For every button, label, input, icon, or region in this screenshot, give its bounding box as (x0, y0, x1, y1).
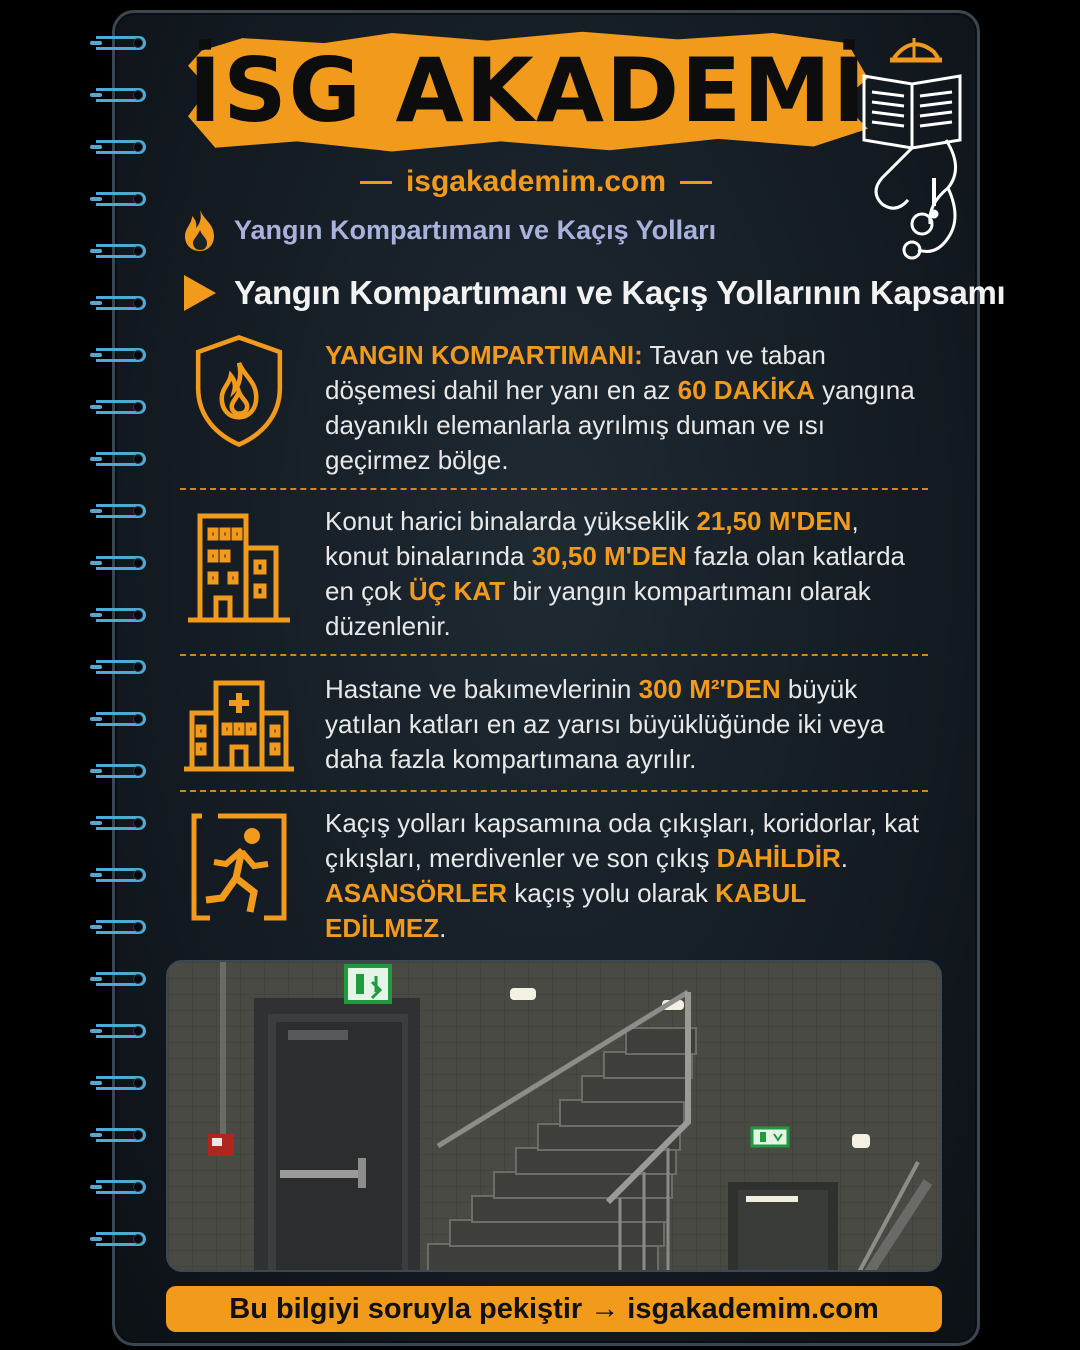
website-line (360, 162, 712, 202)
page-title: İSG AKADEMİ (188, 39, 868, 142)
binding-hole (133, 818, 143, 828)
binding-hole (133, 506, 143, 516)
play-triangle-icon (184, 275, 216, 311)
highlight-text: KABUL EDİLMEZ (325, 878, 806, 943)
body-text: Konut harici binalarda yükseklik (325, 506, 697, 536)
binding-hole (133, 610, 143, 620)
binding-hole (133, 194, 143, 204)
binding-hole (133, 142, 143, 152)
body-text: Kaçış yolları kapsamına oda çıkışları, koridorlar, kat çıkışları, merdivenler ve son çıkış (325, 808, 919, 873)
binding-hole (133, 1026, 143, 1036)
item-text (325, 338, 925, 478)
stairwell-photo (166, 960, 942, 1272)
body-text: bir yangın kompartımanı olarak düzenlenir. (325, 576, 871, 641)
stairwell-illustration (168, 962, 942, 1272)
binding-hole (133, 246, 143, 256)
topic-label: Yangın Kompartımanı ve Kaçış Yolları (234, 214, 717, 245)
body-text: kaçış yolu olarak (507, 878, 716, 908)
binding-hole (133, 1078, 143, 1088)
divider-dash-left (360, 181, 392, 184)
body-text: büyük yatılan katları en az yarısı büyüklüğünde iki veya daha fazla kompartımana ayrılır. (325, 674, 885, 774)
building-icon (180, 508, 298, 626)
dashed-divider (180, 488, 928, 490)
topic-line (180, 206, 716, 254)
body-text: , konut binalarında (325, 506, 859, 571)
binding-hole (133, 1130, 143, 1140)
highlight-text: 300 M²'DEN (638, 674, 781, 704)
dashed-divider (180, 654, 928, 656)
shield-fire-icon (180, 332, 298, 450)
body-text: Tavan ve taban döşemesi dahil her yanı en az (325, 340, 826, 405)
item-text (325, 672, 925, 777)
highlight-text: ASANSÖRLER (325, 878, 508, 908)
website-link[interactable]: isgakademim.com (405, 165, 667, 198)
fire-icon (180, 208, 220, 252)
cta-banner[interactable] (166, 1286, 942, 1332)
section-heading-text: Yangın Kompartımanı ve Kaçış Yollarının Kapsamı (234, 274, 1006, 311)
binding-hole (133, 922, 143, 932)
binding-hole (133, 714, 143, 724)
binding-hole (133, 90, 143, 100)
binding-hole (133, 298, 143, 308)
binding-hole (133, 38, 143, 48)
divider-dash-right (680, 181, 712, 184)
item-text (325, 504, 925, 644)
cta-label[interactable]: Bu bilgiyi soruyla pekiştir → isgakademim.com (229, 1292, 879, 1325)
hospital-icon (180, 668, 298, 786)
body-text: Hastane ve bakımevlerinin (325, 674, 639, 704)
highlight-text: 60 DAKİKA (677, 375, 815, 405)
binding-hole (133, 1234, 143, 1244)
body-text: . (439, 913, 447, 943)
highlight-text: YANGIN KOMPARTIMANI: (325, 340, 643, 370)
body-text: . (840, 843, 849, 873)
binding-hole (133, 974, 143, 984)
dashed-divider (180, 790, 928, 792)
binding-hole (133, 454, 143, 464)
highlight-text: DAHİLDİR (716, 843, 841, 873)
binding-hole (133, 558, 143, 568)
binding-hole (133, 350, 143, 360)
helmet-book-logo-icon (852, 28, 972, 268)
binding-hole (133, 766, 143, 776)
highlight-text: ÜÇ KAT (408, 576, 506, 606)
item-text (325, 806, 925, 946)
binding-hole (133, 662, 143, 672)
body-text: fazla olan katlarda en çok (325, 541, 905, 606)
binding-hole (133, 1182, 143, 1192)
section-heading (184, 268, 1005, 318)
binding-hole (133, 402, 143, 412)
highlight-text: 30,50 M'DEN (531, 541, 687, 571)
body-text: yangına dayanıklı elemanlarla ayrılmış duman ve ısı geçirmez bölge. (325, 375, 915, 475)
highlight-text: 21,50 M'DEN (696, 506, 852, 536)
binding-hole (133, 870, 143, 880)
emergency-exit-icon (180, 806, 298, 924)
